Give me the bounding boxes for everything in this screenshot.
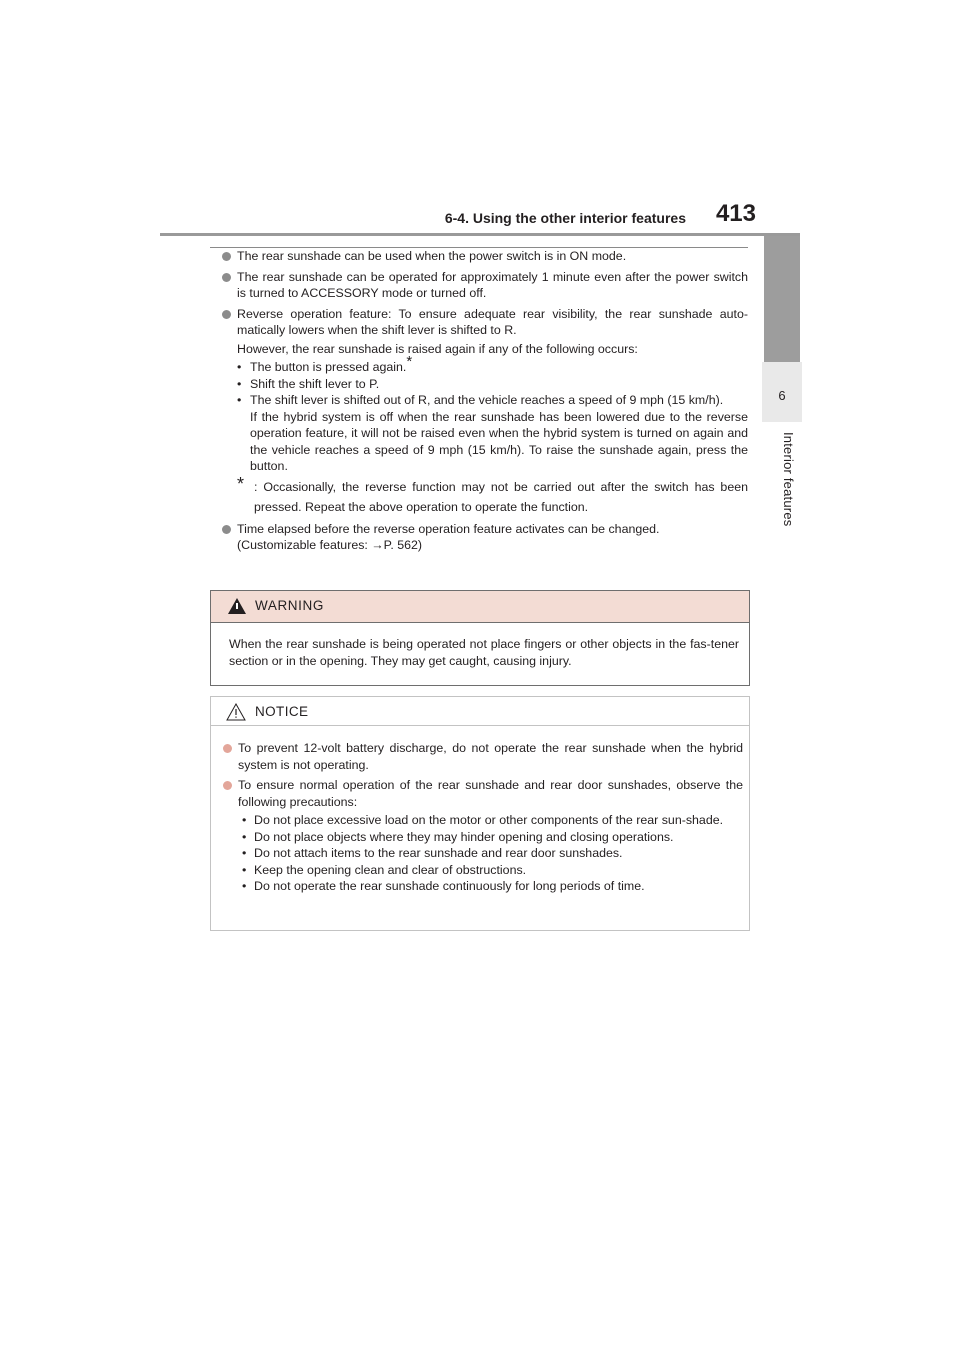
warning-text: When the rear sunshade is being operated not place fingers or other objects in the fas-tener section or in the opening. They may get caught, causing injury. [229, 637, 739, 668]
reverse-intro: However, the rear sunshade is raised again if any of the following occurs: [237, 341, 638, 356]
bullet-dot-icon [223, 781, 232, 790]
chapter-number-box [762, 362, 802, 422]
precaution-item: • Do not attach items to the rear sunshade and rear door sunshades. [242, 846, 623, 860]
notice-bullet: To ensure normal operation of the rear sunshade and rear door sunshades, observe the following precautions: [223, 777, 743, 810]
notice-header [211, 697, 749, 726]
chapter-tab-marker [764, 236, 800, 364]
reverse-note: If the hybrid system is off when the rear sunshade has been lowered due to the reverse operation feature, it will not be raised even when the hybrid system is turned on again and the vehicle reaches a speed of 9 mph (15 km/h). To raise the sunshade again, press the button. [250, 409, 748, 473]
bullet-item: The rear sunshade can be operated for approximately 1 minute even after the power switch is turned to ACCESSORY mode or turned off. [222, 269, 748, 302]
bullet-dot-icon [222, 273, 231, 282]
header-rule [160, 233, 800, 236]
bullet-dot-icon [223, 744, 232, 753]
caution-triangle-icon [226, 703, 246, 721]
notice-box [210, 696, 750, 931]
precaution-item: • Do not operate the rear sunshade continuously for long periods of time. [242, 879, 645, 893]
bullet-dot-icon [222, 525, 231, 534]
warning-header [211, 591, 749, 623]
chapter-number: 6 [778, 388, 786, 403]
bullet-item: Reverse operation feature: To ensure adequate rear visibility, the rear sunshade auto-matically lowers when the shift lever is shifted to R. [222, 306, 748, 339]
warning-title: WARNING [255, 598, 324, 613]
page-header [160, 200, 800, 236]
page-number: 413 [715, 200, 756, 227]
precaution-item: • Do not place objects where they may hinder opening and closing operations. [242, 829, 674, 844]
bullet-item: Time elapsed before the reverse operation feature activates can be changed. (Customizable features: →P. 562) [222, 521, 748, 554]
precaution-item: • Do not place excessive load on the motor or other components of the rear sun-shade. [242, 813, 724, 827]
condition-item: • The button is pressed again.* [237, 352, 413, 374]
notice-title: NOTICE [255, 704, 309, 719]
section-title: 6-4. Using the other interior features [444, 210, 686, 226]
condition-item: • Shift the shift lever to P. [237, 376, 380, 391]
footnote: * : Occasionally, the reverse function may not be carried out after the switch has been pressed. Repeat the above operation to operate the function. [237, 473, 748, 514]
main-content [222, 248, 748, 558]
warning-box [210, 590, 750, 686]
bullet-dot-icon [222, 252, 231, 261]
bullet-dot-icon [222, 310, 231, 319]
condition-item: • The shift lever is shifted out of R, and the vehicle reaches a speed of 9 mph (15 km/h). [237, 393, 724, 407]
notice-bullet: To prevent 12-volt battery discharge, do not operate the rear sunshade when the hybrid system is not operating. [223, 740, 743, 773]
notice-content [211, 726, 749, 895]
precaution-item: • Keep the opening clean and clear of obstructions. [242, 862, 527, 877]
chapter-title: Interior features [781, 432, 796, 527]
warning-triangle-icon [228, 598, 246, 614]
bullet-item: The rear sunshade can be used when the power switch is in ON mode. [222, 248, 748, 265]
